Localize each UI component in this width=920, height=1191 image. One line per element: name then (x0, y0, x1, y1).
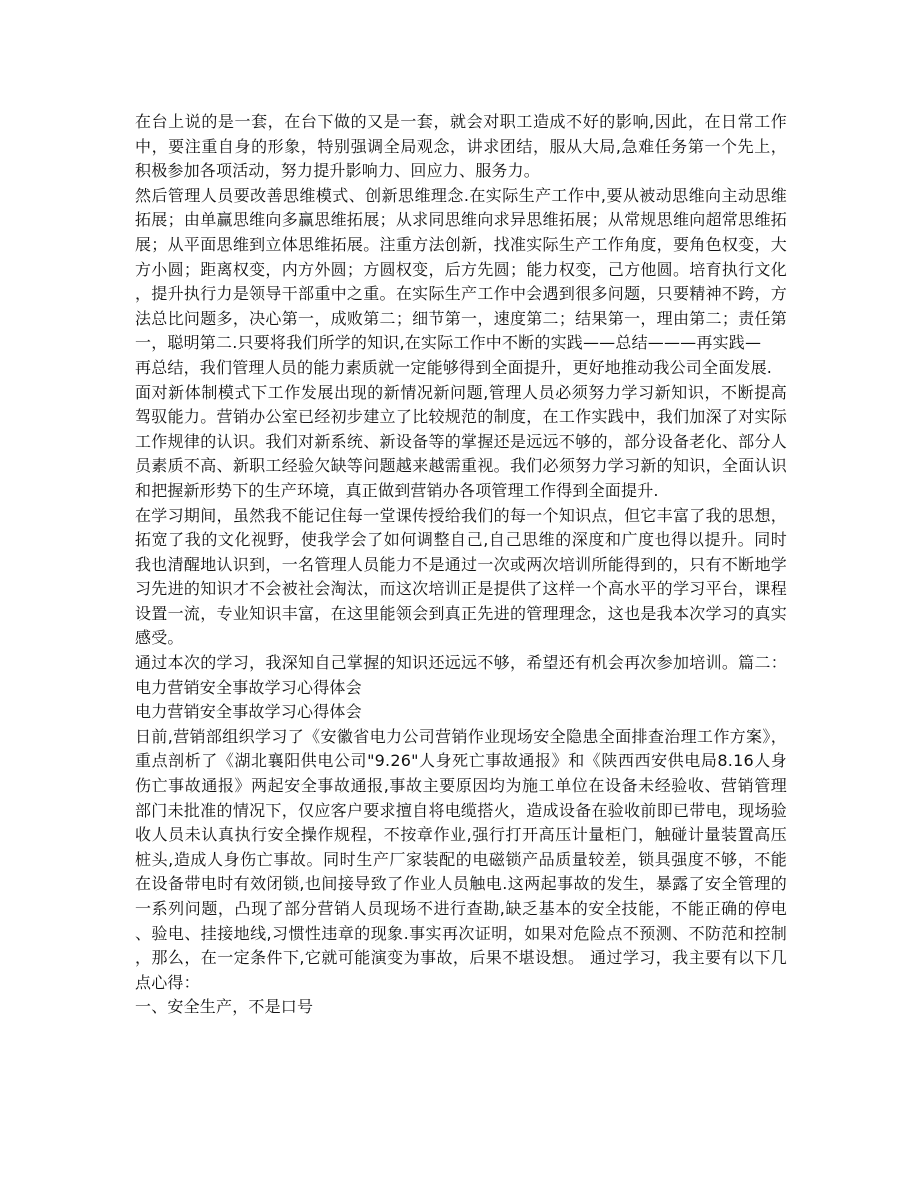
paragraph-accident-report: 日前,营销部组织学习了《安徽省电力公司营销作业现场安全隐患全面排查治理工作方案》，重点剖析了《湖北襄阳供电公司"9.26"人身死亡事故通报》和《陕西西安供电局8.16人身伤亡事故通报》两起安全事故通报,事故主要原因均为施工单位在设备未经验收、营销管理部门未批准的情况下，仅应客户要求擅自将电缆搭火，造成设备在验收前即已带电，现场验收人员未认真执行安全操作规程，不按章作业,强行打开高压计量柜门，触碰计量装置高压桩头,造成人身伤亡事故。同时生产厂家装配的电磁锁产品质量较差，锁具强度不够，不能在设备带电时有效闭锁,也间接导致了作业人员触电.这两起事故的发生，暴露了安全管理的一系列问题，凸现了部分营销人员现场不进行查勘,缺乏基本的安全技能，不能正确的停电、验电、挂接地线,习惯性违章的现象.事实再次证明，如果对危险点不预测、不防范和控制，那么，在一定条件下,它就可能演变为事故，后果不堪设想。 通过学习，我主要有以下几点心得： (135, 726, 787, 992)
subheading-safety: 一、安全生产，不是口号 (135, 997, 314, 1017)
paragraph-conclusion: 通过本次的学习，我深知自己掌握的知识还远远不够，希望还有机会再次参加培训。篇二：电力营销安全事故学习心得体会 (135, 653, 787, 697)
document-body (135, 110, 787, 1020)
paragraph-summary: 再总结，我们管理人员的能力素质就一定能够得到全面提升，更好地推动我公司全面发展. (135, 357, 773, 377)
paragraph-image-conduct: 在台上说的是一套，在台下做的又是一套，就会对职工造成不好的影响,因此，在日常工作中，要注重自身的形象，特别强调全局观念，讲求团结，服从大局,急难任务第一个先上，积极参加各项活动，努力提升影响力、回应力、服务力。 (135, 112, 787, 181)
paragraph-study-period: 在学习期间，虽然我不能记住每一堂课传授给我们的每一个知识点，但它丰富了我的思想，拓宽了我的文化视野，使我学会了如何调整自己,自己思维的深度和广度也得以提升。同时我也清醒地认识到，一名管理人员能力不是通过一次或两次培训所能得到的，只有不断地学习先进的知识才不会被社会淘汰，而这次培训正是提供了这样一个高水平的学习平台，课程设置一流，专业知识丰富，在这里能领会到真正先进的管理理念，这也是我本次学习的真实感受。 (135, 505, 787, 648)
section-title: 电力营销安全事故学习心得体会 (135, 702, 362, 722)
paragraph-thinking-mode: 然后管理人员要改善思维模式、创新思维理念.在实际生产工作中,要从被动思维向主动思维拓展；由单赢思维向多赢思维拓展；从求同思维向求异思维拓展；从常规思维向超常思维拓展；从平面思维到立体思维拓展。注重方法创新，找准实际生产工作角度，要角色权变，大方小圆；距离权变，内方外圆；方圆权变，后方先圆；能力权变，己方他圆。培育执行文化，提升执行力是领导干部重中之重。在实际生产工作中会遇到很多问题，只要精神不跨，方法总比问题多，决心第一，成败第二；细节第一，速度第二；结果第一，理由第二；责任第一，聪明第二.只要将我们所学的知识,在实际工作中不断的实践——总结———再实践— (135, 185, 787, 353)
paragraph-new-system: 面对新体制模式下工作发展出现的新情况新问题,管理人员必须努力学习新知识，不断提高驾驭能力。营销办公室已经初步建立了比较规范的制度，在工作实践中，我们加深了对实际工作规律的认识。我们对新系统、新设备等的掌握还是远远不够的，部分设备老化、部分人员素质不高、新职工经验欠缺等问题越来越需重视。我们必须努力学习新的知识，全面认识和把握新形势下的生产环境，真正做到营销办各项管理工作得到全面提升. (135, 382, 787, 500)
